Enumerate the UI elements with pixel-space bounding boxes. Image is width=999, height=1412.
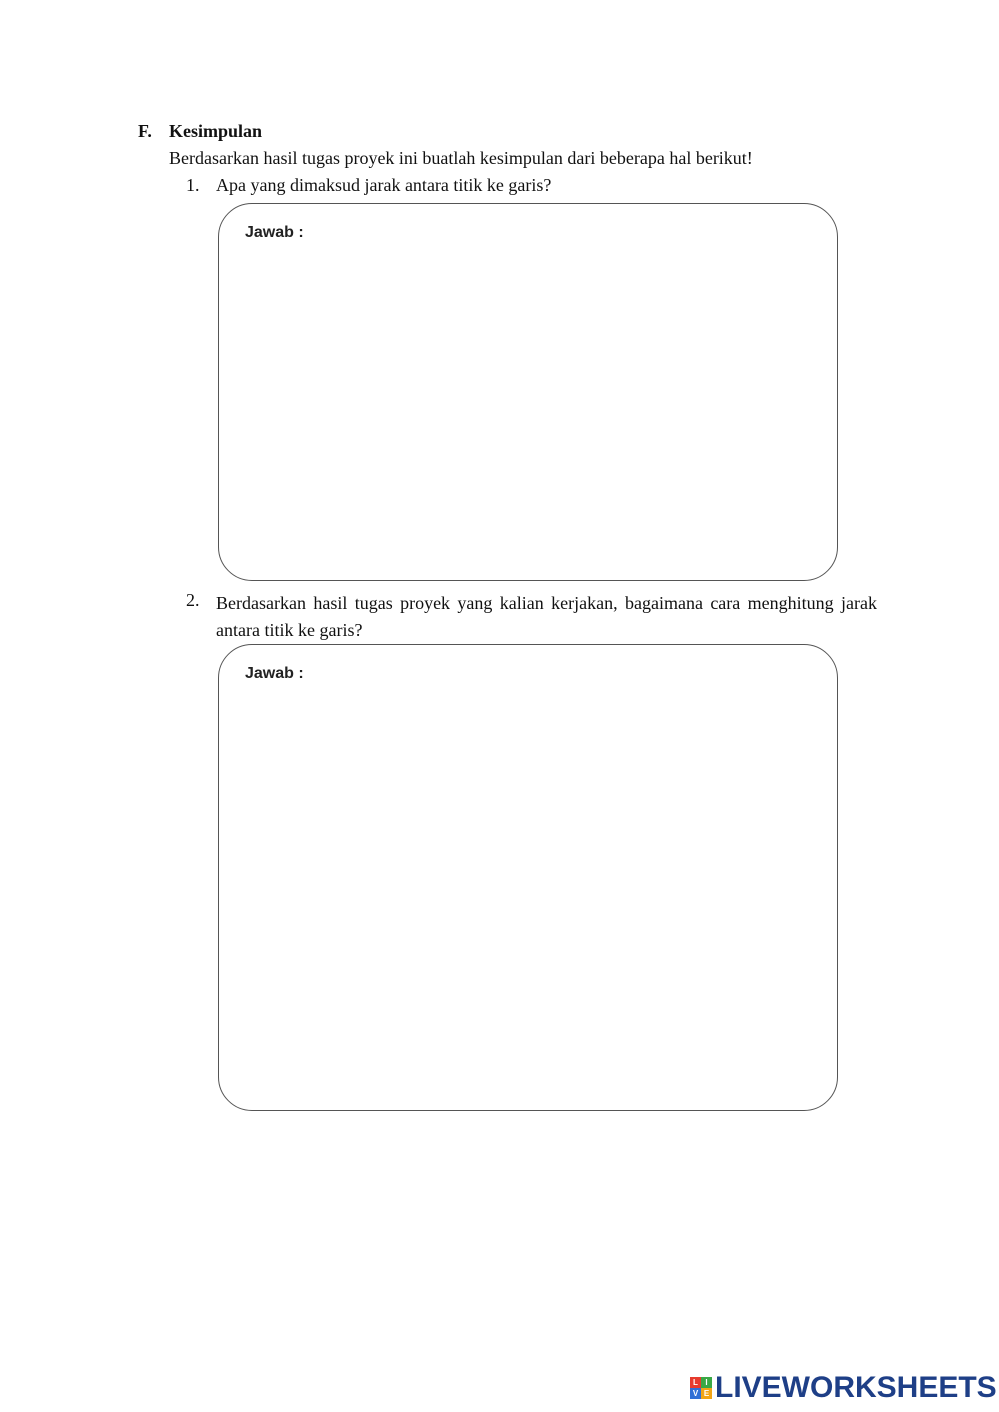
section-title: Kesimpulan (169, 121, 263, 141)
answer-box-1[interactable] (218, 203, 838, 581)
liveworksheets-brand (690, 1372, 997, 1404)
logo-letter: L (690, 1377, 701, 1388)
answer-box-2[interactable] (218, 644, 838, 1111)
liveworksheets-logo-icon (690, 1377, 712, 1399)
section-letter: F. (138, 121, 152, 141)
question-1-text: Apa yang dimaksud jarak antara titik ke garis? (216, 175, 552, 195)
question-1-number: 1. (186, 175, 200, 195)
answer-label-2: Jawab : (245, 665, 304, 682)
logo-letter: E (701, 1388, 712, 1399)
question-2-text: Berdasarkan hasil tugas proyek yang kalian kerjakan, bagaimana cara menghitung jarak antara titik ke garis? (216, 593, 877, 640)
logo-letter: V (690, 1388, 701, 1399)
question-2-number: 2. (186, 590, 200, 610)
answer-label-1: Jawab : (245, 224, 304, 241)
logo-letter: I (701, 1377, 712, 1388)
brand-name: LIVEWORKSHEETS (715, 1371, 997, 1404)
section-intro: Berdasarkan hasil tugas proyek ini buatlah kesimpulan dari beberapa hal berikut! (169, 148, 753, 168)
